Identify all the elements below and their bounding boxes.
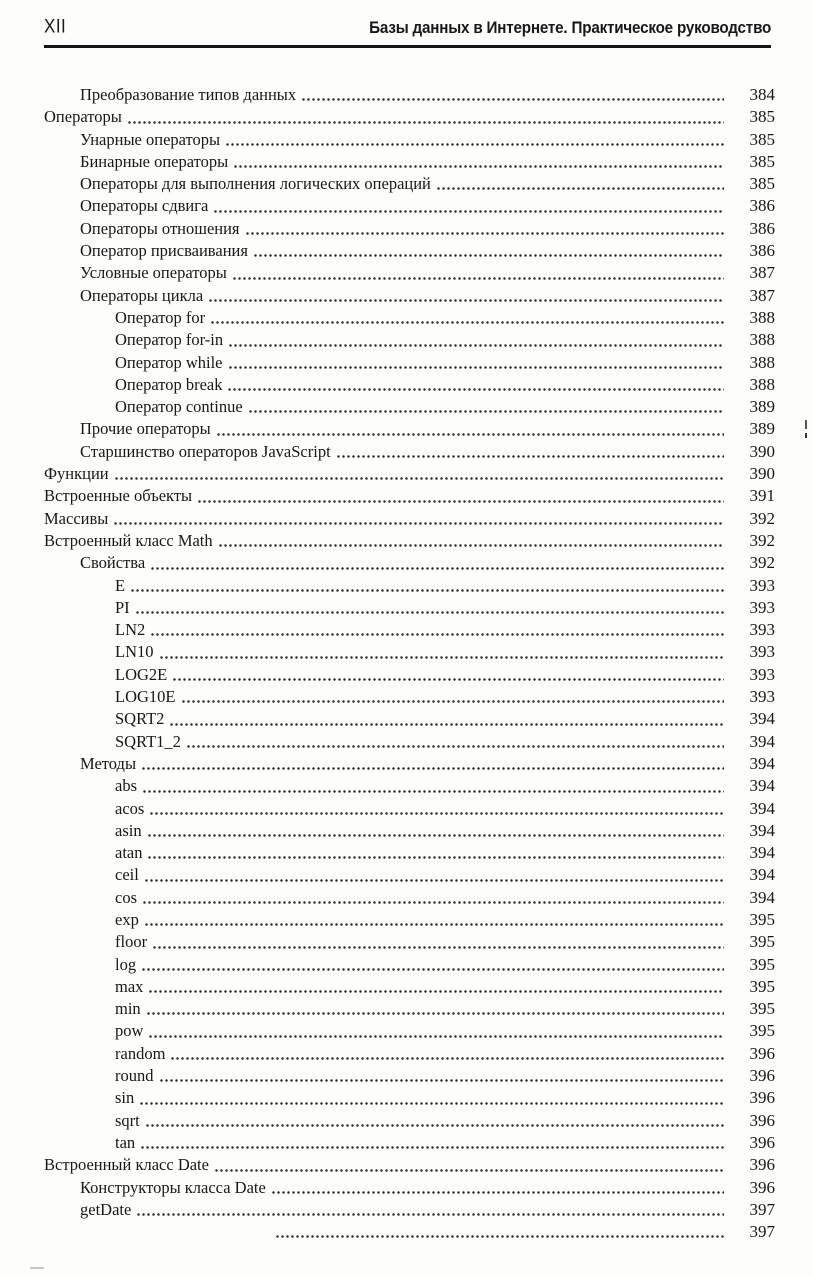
folio-page-number: XII [44, 15, 67, 37]
dotted-leader [113, 508, 724, 530]
dotted-leader [159, 1065, 725, 1087]
toc-entry-page-number: 395 [749, 954, 775, 974]
toc-entry-page-number: 396 [749, 1066, 775, 1086]
dotted-leader [253, 240, 724, 262]
toc-entry-label: Операторы для выполнения логических операций [80, 174, 431, 194]
toc-entry-label: acos [115, 798, 145, 818]
toc-entry-page-number: 395 [749, 932, 775, 952]
toc-entry [44, 129, 775, 151]
dotted-leader [150, 552, 724, 574]
dotted-leader [232, 262, 724, 284]
toc-entry-label: Массивы [44, 508, 109, 528]
toc-entry [44, 998, 775, 1020]
toc-entry [44, 708, 775, 730]
dotted-leader [245, 218, 724, 240]
dotted-leader [225, 129, 724, 151]
toc-entry-page-number: 395 [749, 999, 775, 1019]
toc-entry-label: SQRT2 [115, 709, 165, 729]
toc-entry-page-number: 394 [749, 820, 775, 840]
toc-entry [44, 508, 775, 530]
toc-entry-label: getDate [80, 1199, 132, 1219]
toc-entry-page-number: 386 [749, 241, 775, 261]
dotted-leader [147, 820, 724, 842]
toc-entry [44, 1110, 775, 1132]
toc-entry-page-number: 389 [749, 419, 775, 439]
toc-entry-page-number: 393 [749, 642, 775, 662]
toc-entry-label: exp [115, 909, 139, 929]
toc-entry [44, 240, 775, 262]
toc-entry-label: ceil [115, 865, 139, 885]
toc-entry [44, 307, 775, 329]
toc-entry-label: Оператор for [115, 307, 206, 327]
toc-entry-label: Оператор break [115, 374, 223, 394]
dotted-leader [228, 329, 724, 351]
toc-entry-page-number: 393 [749, 620, 775, 640]
toc-entry-label: LOG10E [115, 687, 176, 707]
toc-entry-page-number: 396 [749, 1177, 775, 1197]
toc-entry-page-number: 388 [749, 352, 775, 372]
toc-entry-page-number: 388 [749, 330, 775, 350]
toc-entry-page-number: 393 [749, 664, 775, 684]
toc-entry-page-number: 385 [749, 174, 775, 194]
toc-entry-label: Операторы отношения [80, 218, 240, 238]
toc-entry-page-number: 395 [749, 976, 775, 996]
toc-entry [44, 329, 775, 351]
toc-entry-page-number: 384 [749, 85, 775, 104]
toc-entry-label: Оператор while [115, 352, 223, 372]
dotted-leader [144, 864, 724, 886]
toc-entry-page-number: 397 [749, 1222, 775, 1242]
toc-entry-page-number: 392 [749, 530, 775, 550]
toc-entry [44, 1199, 775, 1221]
dotted-leader [150, 619, 724, 641]
dotted-leader [214, 1154, 724, 1176]
toc-entry-label: SQRT1_2 [115, 731, 181, 751]
toc-entry [44, 820, 775, 842]
toc-entry [44, 485, 775, 507]
toc-entry-label: Бинарные операторы [80, 151, 229, 171]
scan-artifact-mark [805, 420, 807, 429]
toc-entry [44, 775, 775, 797]
toc-entry [44, 463, 775, 485]
dotted-leader [114, 463, 724, 485]
toc-entry [44, 84, 775, 106]
toc-entry [44, 1020, 775, 1042]
toc-entry [44, 842, 775, 864]
dotted-leader [170, 1043, 724, 1065]
toc-entry [44, 731, 775, 753]
toc-entry-page-number: 394 [749, 865, 775, 885]
dotted-leader [149, 798, 724, 820]
toc-entry-page-number: 393 [749, 597, 775, 617]
dotted-leader [228, 352, 725, 374]
toc-entry [44, 552, 775, 574]
toc-entry [44, 218, 775, 240]
toc-entry [44, 530, 775, 552]
toc-entry-page-number: 387 [749, 263, 775, 283]
dotted-leader [148, 1020, 724, 1042]
dotted-leader [208, 285, 724, 307]
dotted-leader [159, 641, 725, 663]
toc-entry-page-number: 385 [749, 151, 775, 171]
toc-entry-label: max [115, 976, 144, 996]
toc-entry-page-number: 386 [749, 218, 775, 238]
toc-entry-page-number: 395 [749, 1021, 775, 1041]
toc-entry-label: Операторы сдвига [80, 196, 209, 216]
toc-entry [44, 1065, 775, 1087]
toc-entry-label: Встроенный класс Date [44, 1155, 209, 1175]
dotted-leader [140, 1132, 724, 1154]
dotted-leader [227, 374, 724, 396]
dotted-leader [141, 753, 724, 775]
toc-entry-page-number: 394 [749, 709, 775, 729]
running-title: Базы данных в Интернете. Практическое руководство [369, 19, 771, 37]
toc-entry [44, 976, 775, 998]
scan-artifact-speck [30, 1267, 44, 1269]
toc-entry-page-number: 393 [749, 687, 775, 707]
toc-entry-page-number: 394 [749, 753, 775, 773]
toc-entry-page-number: 391 [749, 486, 775, 506]
toc-entry [44, 195, 775, 217]
dotted-leader [142, 775, 724, 797]
dotted-leader [216, 418, 724, 440]
dotted-leader [336, 441, 724, 463]
dotted-leader [436, 173, 724, 195]
toc-entry [44, 262, 775, 284]
toc-entry-page-number: 390 [749, 441, 775, 461]
dotted-leader [145, 1110, 724, 1132]
dotted-leader [148, 976, 724, 998]
dotted-leader [275, 1221, 724, 1243]
dotted-leader [210, 307, 724, 329]
toc-entry-label: Методы [80, 753, 137, 773]
toc-entry-label: Конструкторы класса Date [80, 1177, 266, 1197]
toc-entry [44, 285, 775, 307]
toc-entry-label: min [115, 999, 141, 1019]
toc-entry-page-number: 390 [749, 464, 775, 484]
dotted-leader [218, 530, 724, 552]
toc-entry-label: Оператор for-in [115, 330, 224, 350]
toc-entry-label: Оператор continue [115, 397, 243, 417]
toc-entry-page-number: 392 [749, 508, 775, 528]
toc-entry-label: E [115, 575, 126, 595]
dotted-leader [152, 931, 724, 953]
toc-entry-label: Встроенные объекты [44, 486, 193, 506]
toc-entry [44, 106, 775, 128]
toc-entry [44, 396, 775, 418]
toc-entry-label: asin [115, 820, 142, 840]
toc-entry-page-number: 389 [749, 397, 775, 417]
toc-entry-label: random [115, 1043, 166, 1063]
toc-entry-page-number: 396 [749, 1132, 775, 1152]
toc-entry-page-number: 386 [749, 196, 775, 216]
toc-entry [44, 798, 775, 820]
dotted-leader [197, 485, 724, 507]
toc-entry-page-number: 397 [749, 1199, 775, 1219]
table-of-contents [44, 84, 775, 1243]
toc-entry-label: Операторы [44, 107, 122, 127]
toc-entry-label: Оператор присваивания [80, 241, 248, 261]
toc-entry-page-number: 388 [749, 307, 775, 327]
toc-entry-page-number: 394 [749, 776, 775, 796]
dotted-leader [135, 597, 724, 619]
toc-entry-label: Встроенный класс Math [44, 530, 213, 550]
toc-entry-page-number: 385 [749, 107, 775, 127]
toc-entry [44, 597, 775, 619]
toc-entry-label: sin [115, 1088, 135, 1108]
toc-entry [44, 909, 775, 931]
toc-entry-label: atan [115, 843, 143, 863]
toc-entry-label: tan [115, 1132, 136, 1152]
toc-entry-label: Преобразование типов данных [80, 85, 297, 104]
dotted-leader [186, 731, 724, 753]
toc-entry-label: LN2 [115, 620, 146, 640]
toc-entry [44, 931, 775, 953]
toc-entry-label: round [115, 1066, 154, 1086]
toc-entry [44, 1154, 775, 1176]
toc-entry [44, 1221, 775, 1243]
toc-entry-page-number: 396 [749, 1088, 775, 1108]
toc-entry [44, 418, 775, 440]
toc-entry-label: Прочие операторы [80, 419, 211, 439]
toc-entry-page-number: 393 [749, 575, 775, 595]
dotted-leader [146, 998, 724, 1020]
toc-entry-label: Функции [44, 464, 109, 484]
dotted-leader [248, 396, 724, 418]
toc-entry [44, 575, 775, 597]
dotted-leader [136, 1199, 724, 1221]
toc-entry-page-number: 396 [749, 1155, 775, 1175]
toc-entry-label: LOG2E [115, 664, 168, 684]
toc-entry-label: floor [115, 932, 148, 952]
toc-entry-label: LN10 [115, 642, 154, 662]
toc-entry-page-number: 392 [749, 553, 775, 573]
toc-entry-page-number: 394 [749, 843, 775, 863]
toc-entry [44, 441, 775, 463]
dotted-leader [142, 887, 724, 909]
toc-entry [44, 686, 775, 708]
toc-entry [44, 641, 775, 663]
dotted-leader [147, 842, 724, 864]
toc-entry-label: pow [115, 1021, 144, 1041]
toc-entry-page-number: 387 [749, 285, 775, 305]
toc-entry-label: cos [115, 887, 137, 907]
toc-entry [44, 151, 775, 173]
dotted-leader [127, 106, 724, 128]
dotted-leader [213, 195, 724, 217]
toc-entry-page-number: 388 [749, 374, 775, 394]
toc-entry-label: sqrt [115, 1110, 140, 1130]
toc-entry-label: Свойства [80, 553, 146, 573]
toc-entry [44, 1043, 775, 1065]
toc-entry [44, 619, 775, 641]
running-header [44, 15, 771, 48]
toc-entry-page-number: 396 [749, 1043, 775, 1063]
toc-entry-label: log [115, 954, 137, 974]
toc-entry-page-number: 394 [749, 887, 775, 907]
toc-entry [44, 864, 775, 886]
dotted-leader [181, 686, 725, 708]
dotted-leader [141, 954, 724, 976]
dotted-leader [172, 664, 724, 686]
toc-entry [44, 1132, 775, 1154]
dotted-leader [233, 151, 724, 173]
dotted-leader [169, 708, 724, 730]
toc-entry [44, 1087, 775, 1109]
toc-entry-label: PI [115, 597, 130, 617]
toc-entry [44, 954, 775, 976]
dotted-leader [271, 1177, 724, 1199]
toc-entry-label: abs [115, 776, 137, 796]
toc-entry [44, 374, 775, 396]
toc-entry [44, 173, 775, 195]
dotted-leader [301, 84, 724, 106]
toc-entry-page-number: 396 [749, 1110, 775, 1130]
toc-entry-page-number: 385 [749, 129, 775, 149]
toc-entry [44, 887, 775, 909]
toc-entry-label: Условные операторы [80, 263, 227, 283]
dotted-leader [130, 575, 724, 597]
dotted-leader [139, 1087, 724, 1109]
toc-entry-page-number: 394 [749, 731, 775, 751]
toc-entry [44, 352, 775, 374]
toc-entry [44, 753, 775, 775]
toc-entry-label: Старшинство операторов JavaScript [80, 441, 331, 461]
toc-entry-label: Унарные операторы [80, 129, 221, 149]
toc-entry [44, 664, 775, 686]
toc-entry-page-number: 394 [749, 798, 775, 818]
dotted-leader [144, 909, 724, 931]
toc-entry-label: Операторы цикла [80, 285, 204, 305]
toc-entry-page-number: 395 [749, 909, 775, 929]
toc-entry [44, 1177, 775, 1199]
